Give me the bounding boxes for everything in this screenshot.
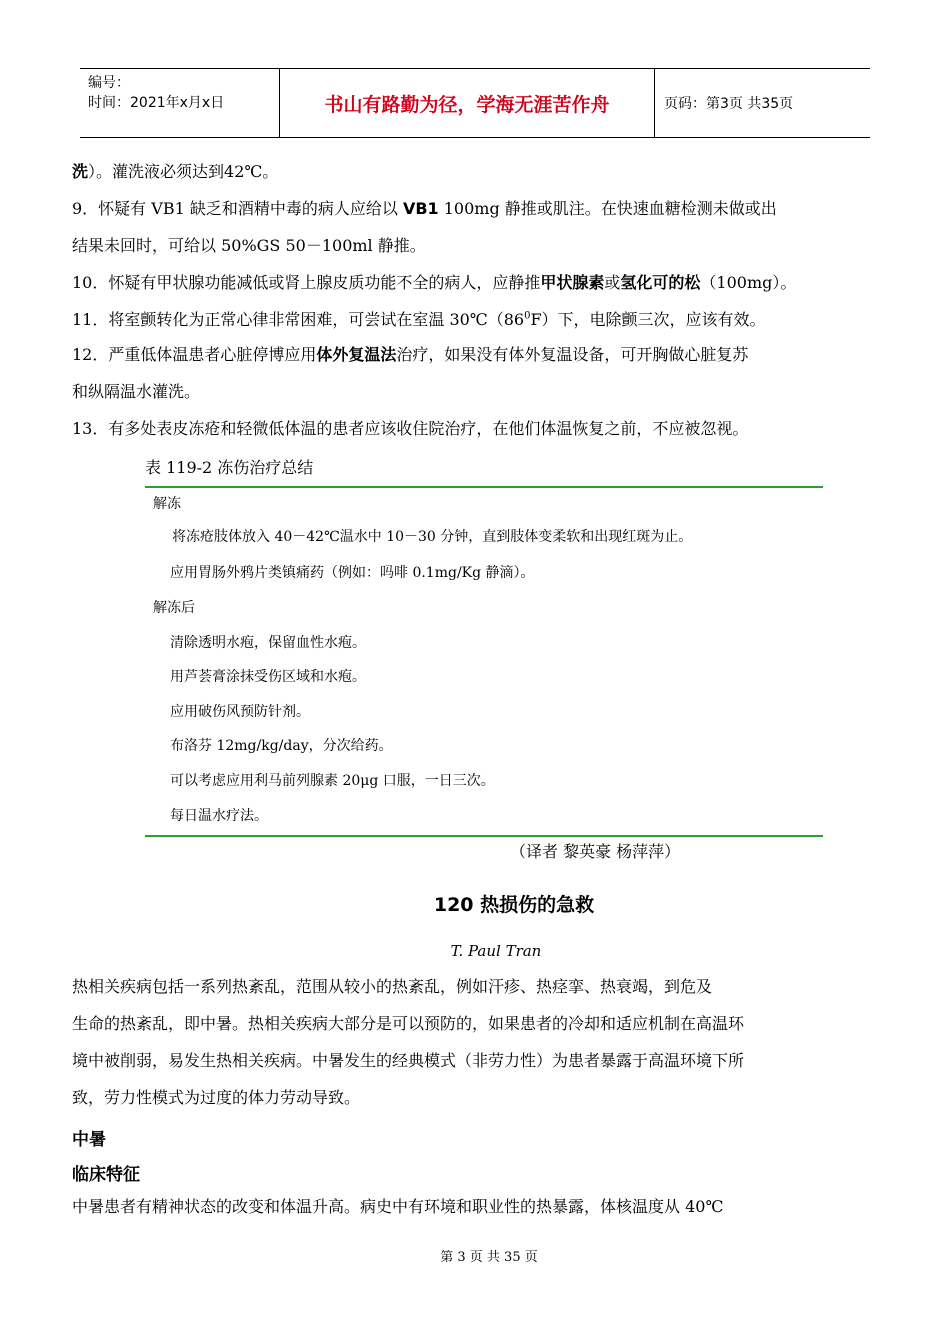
- clinical-paragraph: [72, 1188, 890, 1225]
- table-top-rule: [145, 486, 823, 488]
- table-row: 将冻疮肢体放入 40－42℃温水中 10－30 分钟，直到肢体变柔软和出现红斑为止。: [172, 529, 693, 545]
- paragraph-line: 境中被削弱，易发生热相关疾病。中暑发生的经典模式（非劳力性）为患者暴露于高温环境下所: [72, 1051, 745, 1070]
- table-row: 应用破伤风预防针剂。: [170, 704, 310, 720]
- item-10-mid: 或: [604, 273, 621, 292]
- header-motto: 书山有路勤为径，学海无涯苦作舟: [280, 69, 655, 137]
- item-9-text-a: 9．怀疑有 VB1 缺乏和酒精中毒的病人应给以: [72, 199, 403, 218]
- table-bottom-rule: [145, 835, 823, 837]
- paragraph-line: 生命的热紊乱，即中暑。热相关疾病大部分是可以预防的，如果患者的冷却和适应机制在高温环: [72, 1014, 745, 1033]
- table-section-thaw: 解冻: [153, 496, 181, 512]
- page-footer: 第 3 页 共 35 页: [440, 1250, 538, 1265]
- item-9-cont: 结果未回时，可给以 50%GS 50－100ml 静推。: [72, 236, 426, 255]
- header-time: 时间：2021年x月x日: [88, 95, 225, 111]
- section-title: 120 热损伤的急救: [433, 894, 595, 916]
- table-section-post-thaw: 解冻后: [153, 600, 195, 616]
- intro-paragraph: [72, 968, 890, 1116]
- header-meta: [80, 69, 280, 137]
- paragraph-line: 致，劳力性模式为过度的体力劳动导致。: [72, 1088, 361, 1107]
- item-12: [72, 345, 748, 365]
- item-9-bold: VB1: [402, 199, 439, 218]
- item-12-bold: 体外复温法: [316, 345, 397, 364]
- item-12-text-a: 12．严重低体温患者心脏停博应用: [72, 345, 317, 364]
- heading-clinical-features: 临床特征: [72, 1165, 140, 1185]
- item-13: 13．有多处表皮冻疮和轻微低体温的患者应该收住院治疗，在他们体温恢复之前，不应被忽视。: [72, 419, 749, 438]
- table-row: 应用胃肠外鸦片类镇痛药（例如：吗啡 0.1mg/Kg 静滴）。: [170, 565, 535, 581]
- table-row: 每日温水疗法。: [170, 808, 268, 824]
- item-10-bold-2: 氢化可的松: [620, 273, 701, 292]
- paragraph-line: 中暑患者有精神状态的改变和体温升高。病史中有环境和职业性的热暴露，体核温度从 40℃: [72, 1197, 724, 1216]
- header-number: 编号：: [88, 75, 130, 91]
- wash-bold: 洗: [72, 162, 89, 181]
- table-row: 用芦荟膏涂抹受伤区域和水疱。: [170, 669, 366, 685]
- item-10: [72, 273, 796, 293]
- item-11-text-b: F）下，电除颤三次，应该有效。: [530, 310, 766, 329]
- item-10-bold-1: 甲状腺素: [540, 273, 605, 292]
- paragraph-line: 热相关疾病包括一系列热紊乱，范围从较小的热紊乱，例如汗疹、热痉挛、热衰竭，到危及: [72, 977, 713, 996]
- item-11: [72, 310, 766, 330]
- item-9-text-b: 100mg 静推或肌注。在快速血糖检测未做或出: [438, 199, 777, 218]
- header-page: 页码：第3页 共35页: [664, 96, 794, 112]
- item-12-cont: 和纵隔温水灌洗。: [72, 382, 201, 401]
- table-row: 清除透明水疱，保留血性水疱。: [170, 635, 366, 651]
- page-header: [80, 68, 870, 138]
- section-author: T. Paul Tran: [450, 942, 542, 960]
- wash-rest: ）。灌洗液必须达到42℃。: [88, 162, 279, 181]
- item-9: [72, 199, 777, 219]
- item-12-text-b: 治疗，如果没有体外复温设备，可开胸做心脏复苏: [396, 345, 749, 364]
- table-title: 表 119-2 冻伤治疗总结: [145, 458, 314, 477]
- table-row: 布洛芬 12mg/kg/day，分次给药。: [170, 738, 393, 754]
- table-row: 可以考虑应用利马前列腺素 20μg 口服，一日三次。: [170, 773, 495, 789]
- line-wash: [72, 162, 278, 182]
- heading-heatstroke: 中暑: [72, 1130, 106, 1150]
- item-11-text-a: 11．将室颤转化为正常心律非常困难，可尝试在室温 30℃（86: [72, 310, 525, 329]
- item-11-sup: 0: [524, 310, 531, 322]
- translator-credit: （译者 黎英豪 杨萍萍）: [510, 842, 681, 861]
- item-10-text-b: （100mg）。: [700, 273, 797, 292]
- item-10-text-a: 10．怀疑有甲状腺功能减低或肾上腺皮质功能不全的病人，应静推: [72, 273, 541, 292]
